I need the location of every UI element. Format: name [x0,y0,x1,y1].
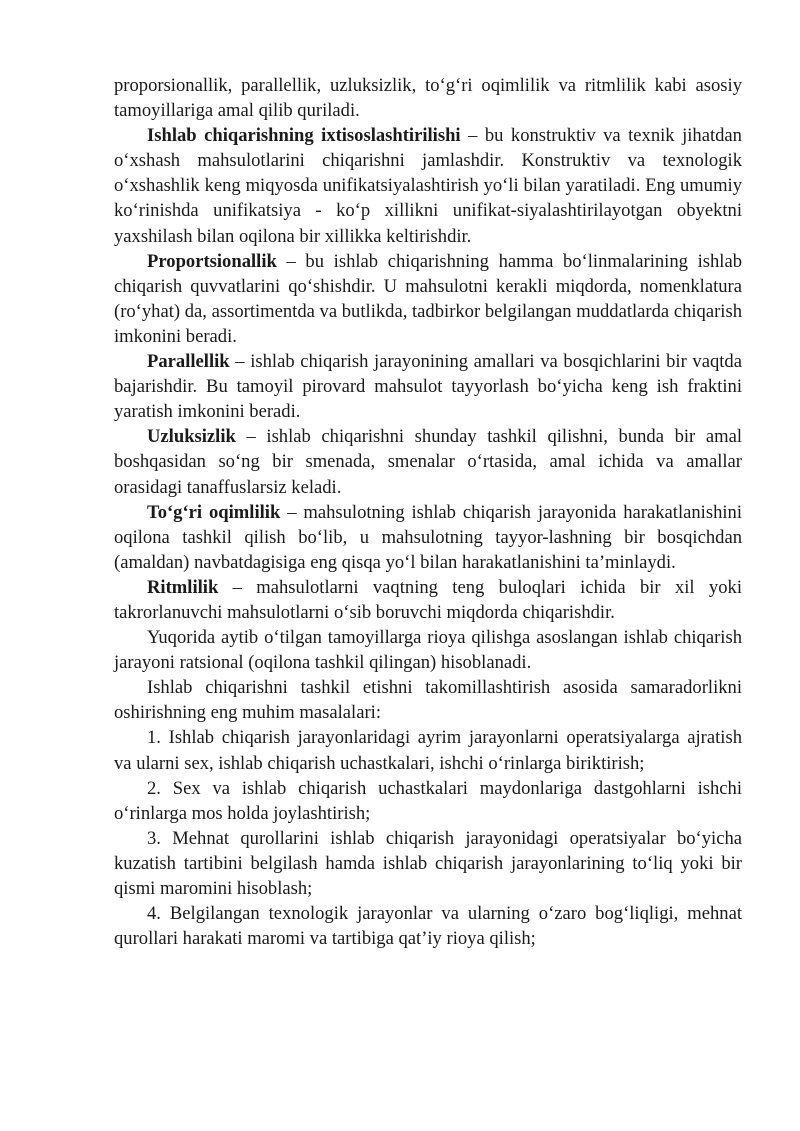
document-page [114,73,742,951]
paragraph-term: Ritmlilik [147,576,219,598]
paragraph-text: – bu konstruktiv va texnik jihatdan o‘xshash mahsulotlarini chiqarishni jamlashdir. Konstruktiv va texnologik o‘xshashlik keng miqyosda unifikatsiyalashtirish yo‘li bilan yaratiladi. Eng umumiy ko‘rinishda unifikatsiya - ko‘p xillikni unifikat-siyalashtirilayotgan obyektni yaxshilash bilan oqilona bir xillikka keltirishdir. [114,125,742,247]
paragraph-7 [114,575,742,625]
paragraph-8 [114,625,742,675]
paragraph-6 [114,500,742,575]
list-item-4 [114,901,742,951]
paragraph-text: – mahsulotlarni vaqtning teng buloqlari ichida bir xil yoki takrorlanuvchi mahsulotlarni o‘sib boruvchi miqdorda chiqarishdir. [114,576,742,623]
list-item-1 [114,725,742,775]
paragraph-5 [114,424,742,499]
paragraph-4 [114,349,742,424]
paragraph-text: proporsionallik, parallellik, uzluksizlik, to‘g‘ri oqimlilik va ritmlilik kabi asosiy tamoyillariga amal qilib quriladi. [114,75,742,122]
paragraph-text: Ishlab chiqarishni tashkil etishni takomillashtirish asosida samaradorlikni oshirishning eng muhim masalalari: [114,677,742,724]
paragraph-text: 4. Belgilangan texnologik jarayonlar va ularning o‘zaro bog‘liqligi, mehnat qurollari harakati maromi va tartibiga qat’iy rioya qilish; [114,903,742,950]
paragraph-text: – ishlab chiqarish jarayonining amallari va bosqichlarini bir vaqtda bajarishdir. Bu tamoyil pirovard mahsulot tayyorlash bo‘yicha keng ish fraktini yaratish imkonini beradi. [114,351,742,423]
paragraph-text: 2. Sex va ishlab chiqarish uchastkalari maydonlariga dastgohlarni ishchi o‘rinlarga mos holda joylashtirish; [114,777,742,824]
list-item-3 [114,826,742,901]
paragraph-text: – mahsulotning ishlab chiqarish jarayonida harakatlanishini oqilona tashkil qilish bo‘lib, u mahsulotning tayyor-lashning bir bosqichdan (amaldan) navbatdagisiga eng qisqa yo‘l bilan harakatlanishini ta’minlaydi. [114,501,742,573]
paragraph-1 [114,73,742,123]
paragraph-text: 1. Ishlab chiqarish jarayonlaridagi ayrim jarayonlarni operatsiyalarga ajratish va ularni sex, ishlab chiqarish uchastkalari, ishchi o‘rinlarga biriktirish; [114,727,742,774]
paragraph-text: – ishlab chiqarishni shunday tashkil qilishni, bunda bir amal boshqasidan so‘ng bir smenada, smenalar o‘rtasida, amal ichida va amallar orasidagi tanaffuslarsiz keladi. [114,426,742,498]
paragraph-2 [114,123,742,248]
paragraph-term: Ishlab chiqarishning ixtisoslashtirilishi [147,125,461,147]
paragraph-text: Yuqorida aytib o‘tilgan tamoyillarga rioya qilishga asoslangan ishlab chiqarish jarayoni ratsional (oqilona tashkil qilingan) hisoblanadi. [114,627,742,674]
paragraph-3 [114,249,742,349]
list-item-2 [114,776,742,826]
paragraph-term: Proportsionallik [147,250,277,272]
paragraph-text: – bu ishlab chiqarishning hamma bo‘linmalarining ishlab chiqarish quvvatlarini qo‘shishdir. U mahsulotni kerakli miqdorda, nomenklatura (ro‘yhat) da, assortimentda va butlikda, tadbirkor belgilangan muddatlarda chiqarish imkonini beradi. [114,250,742,347]
paragraph-9 [114,675,742,725]
paragraph-term: Uzluksizlik [147,426,236,448]
paragraph-term: To‘g‘ri oqimlilik [147,501,281,523]
paragraph-term: Parallellik [147,351,230,373]
paragraph-text: 3. Mehnat qurollarini ishlab chiqarish jarayonidagi operatsiyalar bo‘yicha kuzatish tartibini belgilash hamda ishlab chiqarish jarayonlarining to‘liq yoki bir qismi maromini hisoblash; [114,827,742,899]
